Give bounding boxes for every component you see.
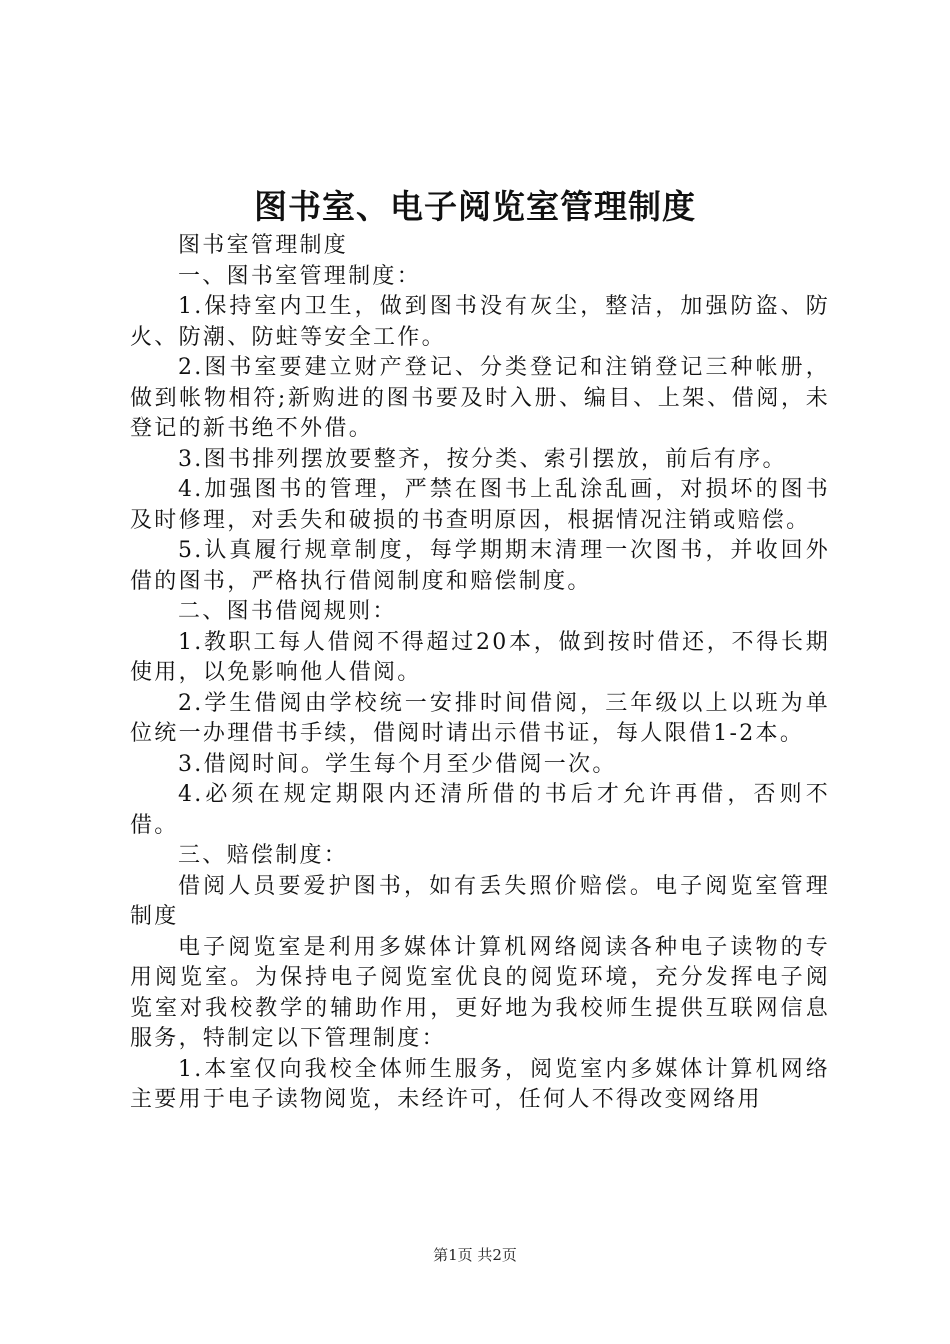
- paragraph: 二、图书借阅规则：: [178, 599, 397, 624]
- paragraph: 4.加强图书的管理，严禁在图书上乱涂乱画，对损坏的图书及时修理，对丢失和破损的书查明原因，根据情况注销或赔偿。: [130, 477, 830, 533]
- paragraph: 1.教职工每人借阅不得超过20本，做到按时借还，不得长期使用，以免影响他人借阅。: [130, 629, 830, 685]
- paragraph: 一、图书室管理制度：: [178, 263, 422, 289]
- document-body: [130, 231, 830, 1116]
- paragraph: 借阅人员要爱护图书，如有丢失照价赔偿。电子阅览室管理制度: [130, 873, 830, 929]
- paragraph: 1.本室仅向我校全体师生服务，阅览室内多媒体计算机网络主要用于电子读物阅览，未经许可，任何人不得改变网络用: [130, 1056, 830, 1112]
- document-title: 图书室、电子阅览室管理制度: [254, 187, 696, 226]
- paragraph: 3.借阅时间。学生每个月至少借阅一次。: [178, 751, 617, 777]
- paragraph: 1.保持室内卫生，做到图书没有灰尘，整洁，加强防盗、防火、防潮、防蛀等安全工作。: [130, 294, 830, 350]
- paragraph: 三、赔偿制度：: [178, 843, 349, 868]
- paragraph: 2.图书室要建立财产登记、分类登记和注销登记三种帐册，做到帐物相符;新购进的图书要及时入册、编目、上架、借阅，未登记的新书绝不外借。: [130, 355, 830, 441]
- paragraph: 2.学生借阅由学校统一安排时间借阅，三年级以上以班为单位统一办理借书手续，借阅时请出示借书证，每人限借1-2本。: [130, 690, 830, 746]
- paragraph: 4.必须在规定期限内还清所借的书后才允许再借，否则不借。: [130, 782, 830, 838]
- paragraph: 电子阅览室是利用多媒体计算机网络阅读各种电子读物的专用阅览室。为保持电子阅览室优良的阅览环境，充分发挥电子阅览室对我校教学的辅助作用，更好地为我校师生提供互联网信息服务，特制定以下管理制度：: [130, 934, 830, 1051]
- paragraph: 5.认真履行规章制度，每学期期末清理一次图书，并收回外借的图书，严格执行借阅制度和赔偿制度。: [130, 538, 830, 594]
- paragraph: 图书室管理制度: [178, 233, 349, 258]
- page-footer: 第1页 共2页: [433, 1246, 517, 1264]
- paragraph: 3.图书排列摆放要整齐，按分类、索引摆放，前后有序。: [178, 446, 787, 472]
